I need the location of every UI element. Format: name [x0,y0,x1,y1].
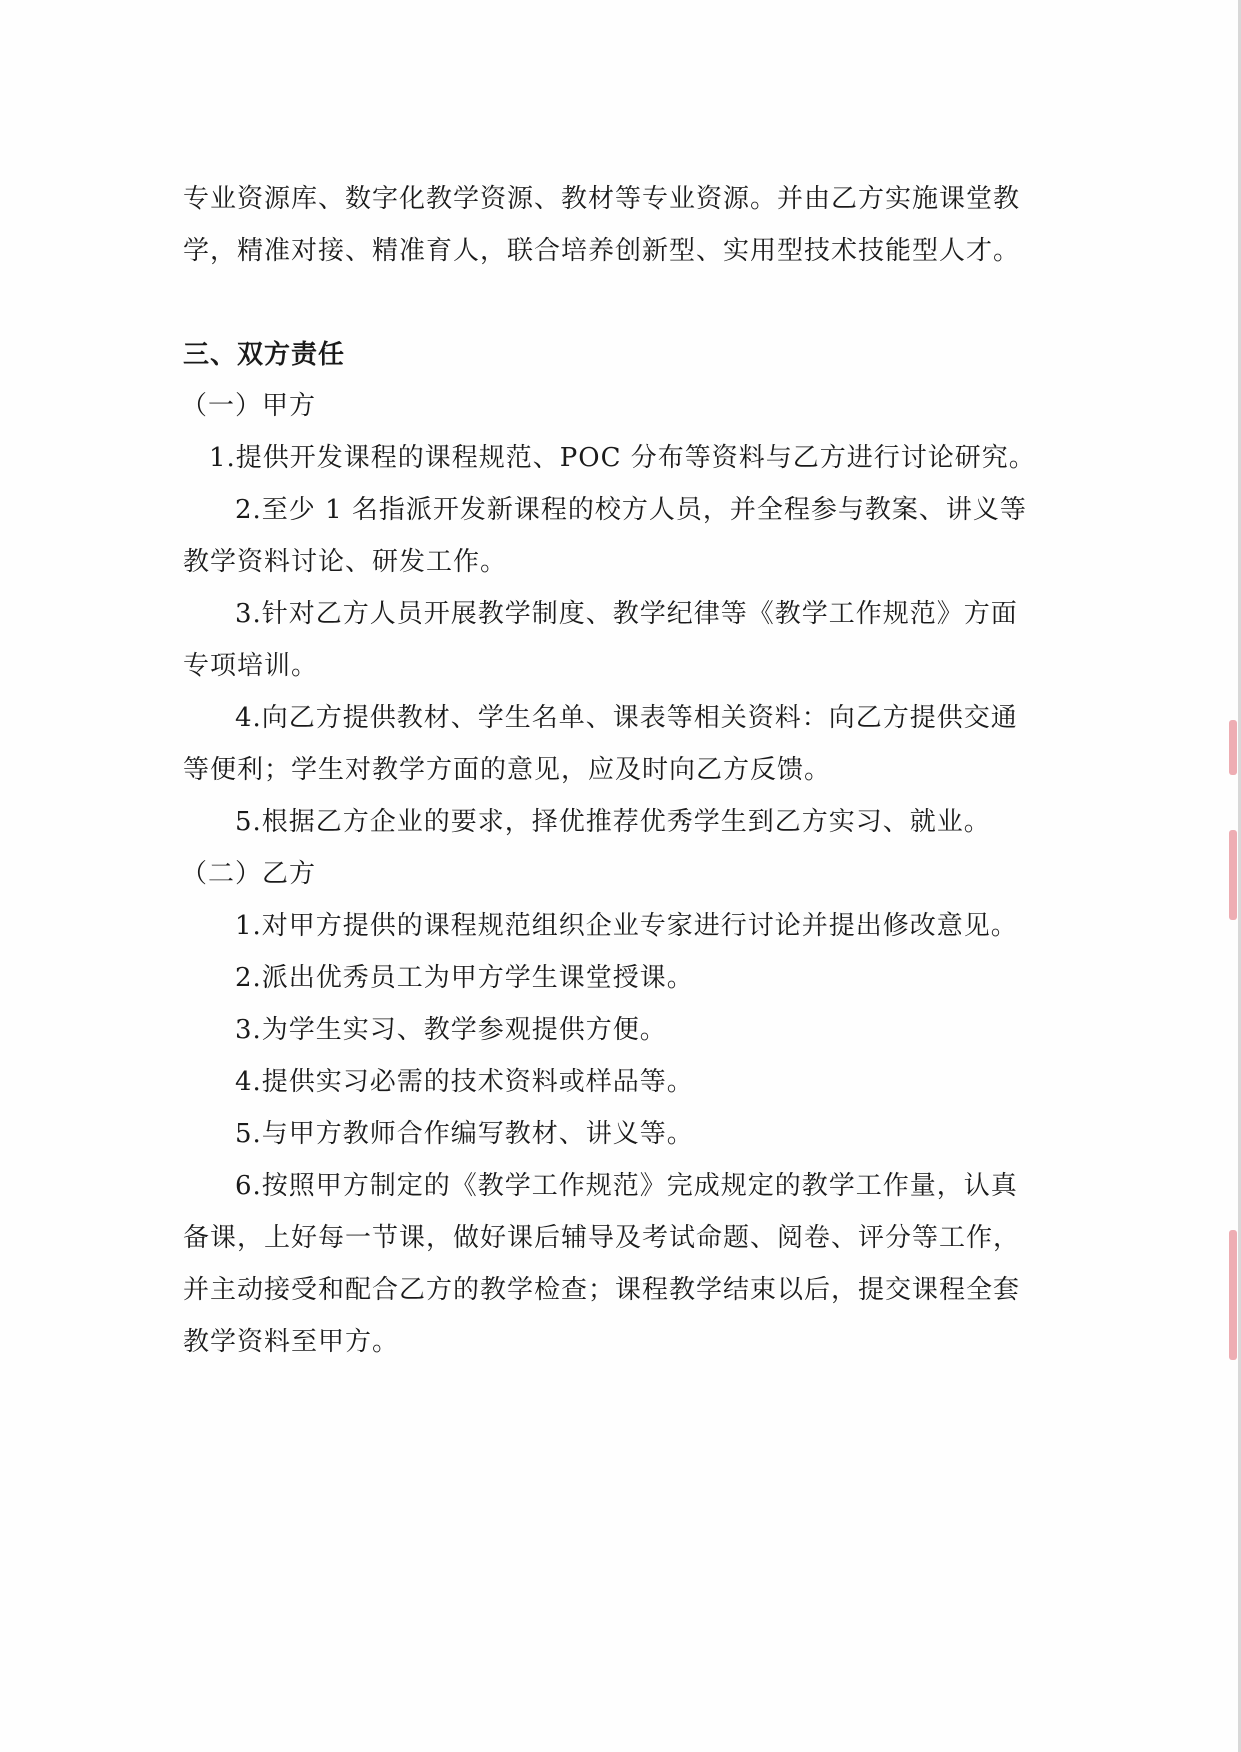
list-item: 5.与甲方教师合作编写教材、讲义等。 [235,1119,694,1149]
list-item: 1.对甲方提供的课程规范组织企业专家进行讨论并提出修改意见。 [235,911,1018,941]
list-item-continuation: 备课，上好每一节课，做好课后辅导及考试命题、阅卷、评分等工作， [183,1223,1021,1253]
list-item: 5.根据乙方企业的要求，择优推荐优秀学生到乙方实习、就业。 [235,807,991,837]
seal-fragment [1229,830,1237,920]
list-item: 2.派出优秀员工为甲方学生课堂授课。 [235,963,694,993]
list-item-continuation: 教学资料讨论、研发工作。 [183,547,508,577]
subsection-heading: （二）乙方 [181,859,317,889]
seal-fragment [1229,1230,1237,1360]
list-item: 3.为学生实习、教学参观提供方便。 [235,1015,667,1045]
list-item: 3.针对乙方人员开展教学制度、教学纪律等《教学工作规范》方面 [235,599,1018,629]
list-item-continuation: 等便利；学生对教学方面的意见，应及时向乙方反馈。 [183,755,832,785]
list-item: 4.提供实习必需的技术资料或样品等。 [235,1067,694,1097]
section-heading: 三、双方责任 [183,340,346,370]
list-item-continuation: 专项培训。 [183,651,319,681]
body-text-line: 专业资源库、数字化教学资源、教材等专业资源。并由乙方实施课堂教 [183,184,1021,214]
subsection-heading: （一）甲方 [181,391,317,421]
list-item: 4.向乙方提供教材、学生名单、课表等相关资料：向乙方提供交通 [235,703,1018,733]
list-item-continuation: 教学资料至甲方。 [183,1327,400,1357]
list-item-continuation: 并主动接受和配合乙方的教学检查；课程教学结束以后，提交课程全套 [183,1275,1021,1305]
list-item: 2.至少 1 名指派开发新课程的校方人员，并全程参与教案、讲义等 [235,495,1027,525]
body-text-line: 学，精准对接、精准育人，联合培养创新型、实用型技术技能型人才。 [183,236,1021,266]
list-item: 6.按照甲方制定的《教学工作规范》完成规定的教学工作量，认真 [235,1171,1018,1201]
list-item: 1.提供开发课程的课程规范、POC 分布等资料与乙方进行讨论研究。 [209,443,1036,473]
seal-fragment [1229,720,1237,775]
